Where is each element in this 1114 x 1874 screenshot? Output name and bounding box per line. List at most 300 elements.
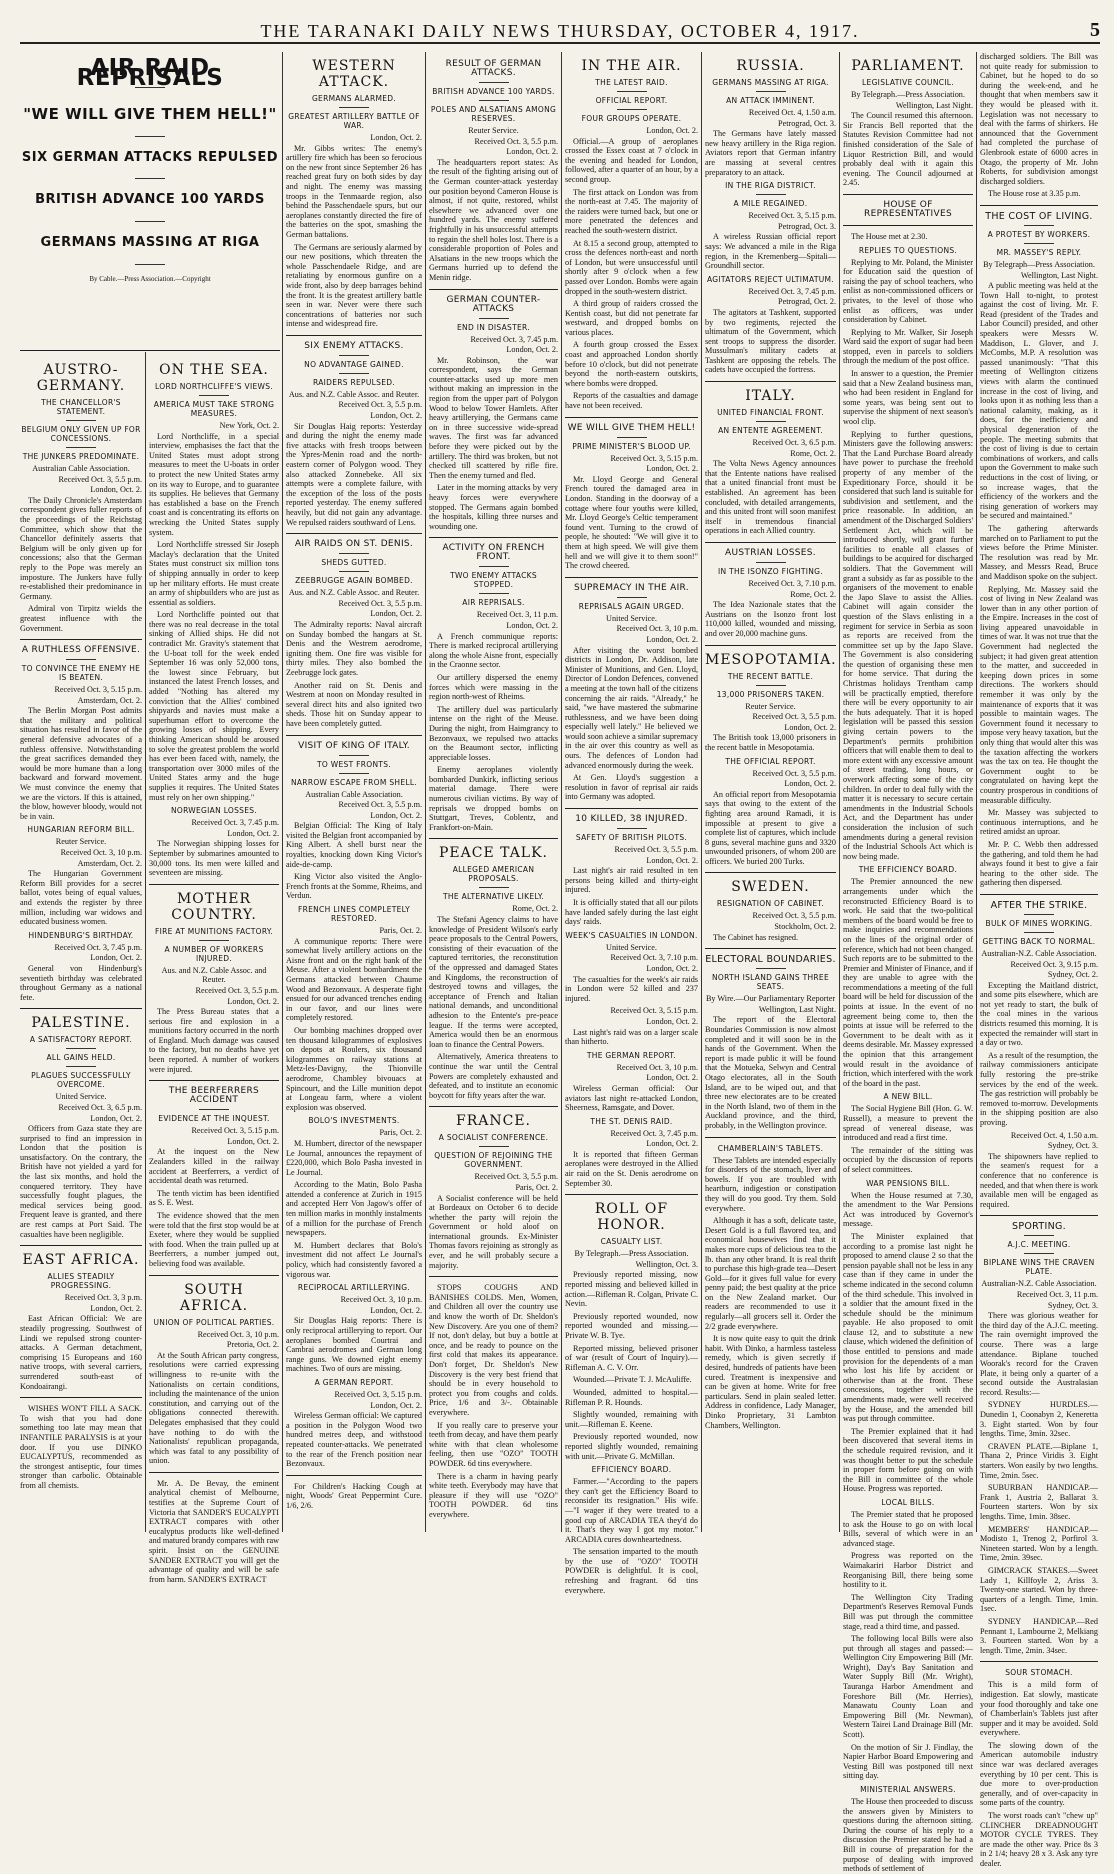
paragraph: General von Hindenburg's seventieth birthday was celebrated throughout Germany as a national fete. <box>20 963 142 1002</box>
source-line: Australian-N.Z. Cable Association. <box>981 948 1097 958</box>
lead-headlines <box>20 52 280 352</box>
paragraph: The House met at 2.30. <box>851 231 928 241</box>
paragraph: Wireless German official: We captured a position in the Polygon Wood two hundred metres deep, and withstood repeated counter-attacks. We penetrated to the rear of the French position near Bezonvaux. <box>286 1411 422 1469</box>
paragraph: The Volta News Agency announces that the Entente nations have realised that a united financial front must be established. An agreement has been concluded, with detailed arrangements, and this united front will soon manifest itself in tremendous financial operations in each Allied country. <box>705 459 836 536</box>
dateline: Received Oct. 4, 1.50 a.m. <box>748 108 836 117</box>
paragraph: The Council resumed this afternoon. Sir Francis Bell reported that the Statutes Revision Committee had not finished consideration of the Sale of Liquor Restriction Bill, and would probably deal with it again this evening. The Council adjourned at 2.45. <box>843 111 973 188</box>
dateline: London, Oct. 2. <box>646 634 698 644</box>
subhead: THE EFFICIENCY BOARD. <box>858 865 958 875</box>
dateline: Received Oct. 3, 5.5 p.m. <box>195 985 279 995</box>
dateline: Received Oct. 3, 5.5 p.m. <box>474 1172 558 1182</box>
dateline: London, Oct. 2. <box>784 779 836 789</box>
paragraph: Official.—A group of aeroplanes crossed the Essex coast at 7 o'clock in the evening and headed for London, followed, after a quarter of an hour, by a second group. <box>565 136 698 184</box>
subhead: RECIPROCAL ARTILLERYING. <box>297 1283 411 1293</box>
source-line: Reuter Service. <box>468 126 519 135</box>
paragraph: The tenth victim has been identified as S. E. West. <box>149 1188 279 1208</box>
column-rule <box>561 52 562 1532</box>
dateline: London, Oct. 2. <box>646 963 698 973</box>
subhead: IN THE RIGA DISTRICT. <box>725 181 816 191</box>
column-1a <box>20 356 142 1534</box>
paragraph: Last night's air raid resulted in ten persons being killed and thirty-eight injured. <box>565 866 698 895</box>
section-on-the-sea: ON THE SEA. <box>159 362 269 378</box>
dateline: Received Oct. 3, 10 p.m. <box>616 1062 698 1072</box>
advertisement: Farmer.—"According to the papers they can't get the Efficiency Board to reconsider its resignation." His wife.—"I wager if they were treated to a good cup of ARCADIA TEA they'd do it. That's they way I got my motor." ARCADIA cures downheartedness. <box>565 1477 698 1544</box>
source-line: By Telegraph.—Press Association. <box>574 1249 689 1259</box>
paragraph: Previously reported wounded, now reported slightly wounded, remaining with unit.—Private G. McMillan. <box>565 1432 698 1461</box>
dateline: London, Oct. 2. <box>90 953 142 963</box>
paragraph: It is reported that fifteen German aeroplanes were destroyed in the Allied air raid on the St. Denis aerodrome on September 30. <box>565 1149 698 1188</box>
paragraph: Our bombing machines dropped over ten thousand kilogrammes of explosives on depots at Roulers, six thousand kilogrammes on railway stations at Metz-les-Davigny, the Thionville aerodrome, Chambley bivouacs at Spincourt, and the Lille munition depot at Longeau farm, where a violent explosion was observed. <box>286 1025 422 1112</box>
section-western-attack: WESTERN ATTACK. <box>312 58 396 90</box>
subhead: BULK OF MINES WORKING. <box>985 918 1093 928</box>
dateline: Received Oct. 3, 7.45 p.m. <box>470 334 558 344</box>
column-rule <box>839 52 840 1532</box>
subhead: FIRE AT MUNITIONS FACTORY. <box>155 926 273 936</box>
paragraph: The Berlin Morgan Post admits that the military and political situation has resulted in favor of the general defensive advocates of a ruthless offensive. Notwithstanding the great sacrifices demanded they would be more humane than a long backward and forward movement. We must convince the enemy that we are the victors. If this is attained, the blow, however bloody, would not be in vain. <box>20 706 142 821</box>
subhead: 13,000 PRISONERS TAKEN. <box>716 689 825 699</box>
paragraph: The Daily Chronicle's Amsterdam correspondent gives fuller reports of the proceedings of the Reichstag Committee, which show that the Chancellor definitely asserts that Belgium will be only given up for concessions; also that the German reply to the Pope was merely an imposture. The Junkers have fully re-established their predominance in Germany. <box>20 495 142 601</box>
dateline: Petrograd, Oct. 2. <box>778 297 836 307</box>
dateline: Received Oct. 3, 7.45 p.m. <box>191 818 279 828</box>
race-result: GIMCRACK STAKES.—Sweet Lady 1, Killfoyle 2, Ariss 3. Twenty-one started. Won by three-quarters of a length. Time, 1min. 1sec. <box>980 1565 1098 1614</box>
column-3 <box>429 52 558 1534</box>
subhead: AN ATTACK IMMINENT. <box>726 96 815 105</box>
source-line: Aus. and N.Z. Cable Assoc. and Reuter. <box>161 965 267 985</box>
subhead: ALL GAINS HELD. <box>46 1053 116 1063</box>
paragraph: M. Humbert, director of the newspaper Le Journal, announces the repayment of £220,000, which Bolo Pasha invested in Le Journal. <box>286 1138 423 1177</box>
advertisement: The sensation imparted to the mouth by the use of "OZO" TOOTH POWDER is delightful. It is cool, refreshing and fragrant. 6d tins everywhere. <box>565 1547 698 1595</box>
paragraph: The Germans have lately massed new heavy artillery in the Riga region. Aviators report that German infantry are massing at several centres preparatory to an attack. <box>705 129 836 177</box>
section-palestine: PALESTINE. <box>31 1015 131 1032</box>
paragraph: Excepting the Maitland district, and some pits elsewhere, which are not yet ready to start, the bulk of the coal mines in the various districts resumed this morning. It is expected the remainder will start in a day or two. <box>980 980 1098 1048</box>
subhead: THE ST. DENIS RAID. <box>590 1116 673 1126</box>
subhead: NARROW ESCAPE FROM SHELL. <box>290 777 418 787</box>
section-six-enemy-attacks: SIX ENEMY ATTACKS. <box>304 340 404 351</box>
paragraph: The artillery duel was particularly intense on the right of the Meuse. During the night, from Haimgrancy to Bezonvaux, we repulsed two attacks on the Beaumont sector, inflicting appreciable losses. <box>429 704 558 762</box>
paragraph: Lord Northcliffe, in a special interview, emphasises the fact that the United States must adopt strong measures to meet the U-boats in order to protect the new United States army on its way to Europe, and to guarantee its supplies. He believes that Germany has established a base on the French coast and is concentrating its efforts on wrecking the United States supply system. <box>149 431 279 537</box>
dateline: Received Oct. 3, 10 p.m. <box>616 624 698 634</box>
paragraph: Lord Northcliffe stressed Sir Joseph Maclay's declaration that the United States must construct six million tons of shipping annually in order to keep up her military efforts. He must create an army of shipbuilders who are just as essential as soldiers. <box>149 540 279 607</box>
source-line: United Service. <box>606 613 657 623</box>
subhead: A NUMBER OF WORKERS INJURED. <box>164 944 264 963</box>
dateline: Received Oct. 3, 5.5 p.m. <box>58 474 142 484</box>
subhead: THE JUNKERS PREDOMINATE. <box>22 452 140 461</box>
subhead: WAR PENSIONS BILL. <box>866 1178 950 1188</box>
paragraph: Wounded.—Private T. J. McAuliffe. <box>573 1375 692 1385</box>
subhead: NORTH ISLAND GAINS THREE SEATS. <box>711 973 830 992</box>
subhead: CHAMBERLAIN'S TABLETS. <box>717 1143 824 1153</box>
advertisement: It is now quite easy to quit the drink habit. With Dinko, a harmless tasteless remedy, which is given secretly if desired, hundreds of patients have been cured. Treatment is inexpensive and can be given at home. Write for free particulars. Send in plain sealed letter. Address in confidence, Lady Manager, Dinko Proprietary, 31 Lambton Chambers, Wellington. <box>705 1334 836 1430</box>
dateline: London, Oct. 2. <box>646 1016 698 1026</box>
subhead: GERMANS ALARMED. <box>311 94 397 103</box>
subhead: HUNGARIAN REFORM BILL. <box>27 825 135 835</box>
dateline: London, Oct. 2. <box>646 464 698 474</box>
subhead: WEEK'S CASUALTIES IN LONDON. <box>565 930 698 940</box>
subhead: BRITISH ADVANCE 100 YARDS. <box>432 87 555 96</box>
dateline: Received Oct. 3, 11 p.m. <box>476 610 558 620</box>
paragraph: The Idea Nazionale states that the Austrians on the Isonzo front lost 110,000 killed, wounded and missing, and over 20,000 machine guns. <box>705 600 836 638</box>
column-rule <box>976 52 977 1532</box>
paragraph: The British took 13,000 prisoners in the recent battle in Mesopotamia. <box>705 733 836 752</box>
dateline: London, Oct. 2. <box>370 133 422 142</box>
column-5 <box>705 52 836 1534</box>
subhead: ALLIES STEADILY PROGRESSING. <box>47 1272 115 1291</box>
section-ten-killed: 10 KILLED, 38 INJURED. <box>575 814 688 825</box>
source-line: Australian Cable Association. <box>32 464 130 473</box>
dateline: Sydney, Oct. 3. <box>1047 1141 1098 1151</box>
subhead: GREATEST ARTILLERY BATTLE OF WAR. <box>288 112 420 130</box>
paragraph: The Norwegian shipping losses for September by submarines amounted to 30,000 tons. Its men were killed and seventeen are missing. <box>149 839 279 878</box>
dateline: Received Oct. 3, 10 p.m. <box>340 1295 422 1305</box>
paragraph: A communique reports: There were somewhat lively artillery actions on the Aisne front and on the right bank of the Meuse. After a violent bombardment the Germans attacked between Chaume Wood and Bezonvaux. A desperate fight ensued for our advanced trenches ending in our favor, and our lines were completely restored. <box>286 936 422 1023</box>
dateline: Paris, Oct. 2. <box>379 926 422 936</box>
advertisement: Mr. A. De Bevay, the eminent analytical chemist of Melbourne, testifies at the Supreme Court of Victoria that SANDER'S EUCALYPTI EXTRACT compares with other eucalyptus products like well-defined and matured brandy compares with raw spirit. Insist on the GENUINE SANDER EXTRACT you will get the advantage of quality and will be safe from harm. SANDER'S EXTRACT <box>149 1478 279 1584</box>
headline-air-raid-reprisals: AIR RAID REPRISALS <box>76 55 224 91</box>
subhead: SHEDS GUTTED. <box>321 558 387 568</box>
paragraph: At the South African party congress, resolutions were carried expressing willingness to re-unite with the Nationalists on certain conditions, including the maintenance of the union constitution, and carrying out of the obligations connected therewith. Delegates emphasised that they could have nothing to do with the Nationalists' republican propaganda, which was fatal to any possibility of union. <box>149 1350 279 1466</box>
paragraph: Another raid on St. Denis and Westrem at noon on Monday resulted in several direct hits and also ignited two sheds. Those hit on Sunday appear to have been completely gutted. <box>286 680 422 728</box>
dateline: London, Oct. 2. <box>646 126 698 135</box>
source-line: By Telegraph—Press Association. <box>983 259 1095 269</box>
dateline: Received Oct. 3, 5.15 p.m. <box>334 1389 422 1399</box>
paragraph: A third group of raiders crossed the Kentish coast, but did not penetrate far westward, and dropped bombs on various places. <box>565 299 698 337</box>
section-give-them-hell: WE WILL GIVE THEM HELL! <box>567 422 696 433</box>
masthead-title: THE TARANAKI DAILY NEWS THURSDAY, OCTOBER 4, 1917. <box>260 21 860 41</box>
section-king-of-italy: VISIT OF KING OF ITALY. <box>298 740 410 751</box>
paragraph: Lord Northcliffe pointed out that there was no real decrease in the total sinking of Allied ships. He did not contradict Mr. Gravity's statement that the U-boat toll for the week ended September 16 was only 52,000 tons, the lowest since February, but instanced the latest French losses, and added "Nothing has altered my conviction that the Allies' combined shipyards and navies must make a superhuman effort to overcome the growing losses of shipping. Every thinking American should be aroused to solve the greatest problem the world has ever been faced with, namely, the transportation over 3000 miles of the United States army and the huge supplies it requires. The United States must rely on her own shipping." <box>149 610 279 802</box>
dateline: Rome, Oct. 2. <box>512 904 558 914</box>
subhead: RAIDERS REPULSED. <box>312 377 396 387</box>
subhead: UNION OF POLITICAL PARTIES. <box>153 1317 275 1327</box>
subhead: THE LATEST RAID. <box>595 78 668 87</box>
byline: By Cable.—Press Association.—Copyright <box>89 274 211 283</box>
paragraph: It is officially stated that all our pilots have landed safely during the last eight days' raids. <box>565 898 698 927</box>
subhead: LOCAL BILLS. <box>881 1497 935 1507</box>
dateline: London, Oct. 2. <box>90 485 142 495</box>
paragraph: Admiral von Tirpitz wields the greatest influence with the Government. <box>20 604 142 633</box>
dateline: Received Oct. 3, 10 p.m. <box>197 1329 279 1339</box>
section-roll-of-honor: ROLL OF HONOR. <box>594 1201 669 1234</box>
paragraph: The gathering afterwards marched on to Parliament to put the views before the Prime Minister. The resolution was read by Mr. Massey, and Messrs Read, Bruce and Maddison spoke on the subject. <box>980 523 1098 581</box>
column-rule <box>425 52 426 1532</box>
paragraph: As a result of the resumption, the railway commissioners anticipate fully restoring the pre-strike services by the end of the week. The gas restriction will probably be removed to-morrow. Developments in the shipping position are also proving. <box>980 1050 1098 1127</box>
column-rule <box>701 52 702 1532</box>
subhead: QUESTION OF REJOINING THE GOVERNMENT. <box>434 1151 553 1170</box>
paragraph: The House then proceeded to discuss the answers given by Ministers to questions during the afternoon sitting. During the course of his reply to a discussion the Premier stated he had a Bill in course of preparation for the purpose of dealing with improved methods of settlement of <box>843 1797 973 1874</box>
dateline: Pretoria, Oct. 2. <box>226 1340 279 1350</box>
paragraph: The Premier stated that he proposed to ask the House to go on with local Bills, several of which were in an advanced stage. <box>843 1509 973 1548</box>
dateline: Received Oct. 3, 5.5 p.m. <box>474 136 558 146</box>
dateline: London, Oct. 2. <box>90 1113 142 1123</box>
section-cost-of-living: THE COST OF LIVING. <box>985 210 1093 222</box>
advertisement: There is a charm in having pearly white teeth. Everybody may have that pleasure if they will use "OZO" TOOTH POWDER. 6d tins everywhere. <box>429 1471 558 1519</box>
subhead: GETTING BACK TO NORMAL. <box>982 936 1096 946</box>
headline-give-them-hell: "WE WILL GIVE THEM HELL!" <box>23 105 277 124</box>
subhead: AN ENTENTE AGREEMENT. <box>718 426 823 436</box>
dateline: London, Oct. 2. <box>370 810 422 820</box>
dateline: Sydney, Oct. 3. <box>1047 1300 1098 1310</box>
paragraph: A Socialist conference will be held at Bordeaux on October 6 to decide whether the party will rejoin the Government or hold aloof on international grounds. Ex-Minister Thomas favors rejoining as strongly as ever, and he will probably secure a majority. <box>429 1193 558 1270</box>
paragraph: The Cabinet has resigned. <box>713 932 799 942</box>
advertisement: This is a mild form of indigestion. Eat slowly, masticate your food thoroughly and take one of Chamberlain's Tablets just after supper and it may be avoided. Sold everywhere. <box>980 1680 1098 1738</box>
dateline: Wellington, Last Night. <box>1020 270 1098 280</box>
paragraph: King Victor also visited the Anglo-French fronts at the Somme, Rheims, and Verdun. <box>286 872 422 901</box>
dateline: London, Oct. 2. <box>646 855 698 865</box>
subhead: MR. MASSEY'S REPLY. <box>996 247 1082 257</box>
subhead: PRIME MINISTER'S BLOOD UP. <box>572 441 691 451</box>
paragraph: The evidence showed that the men were told that the first stop would be at Exeter, where they would be supplied with food. When the train pulled up at Beerferrers, a number jumped out, believing food was available. <box>149 1211 279 1268</box>
paragraph: There was glorious weather for the third day of the A.J.C. meeting. The rain overnight improved the course. There was a large attendance. Biplane touched Woorak's record for the Craven Plate, it being only a quarter of a second outside the Australasian record. Results:— <box>980 1311 1098 1397</box>
section-electoral-boundaries: ELECTORAL BOUNDARIES. <box>705 954 836 966</box>
dateline: Rome, Oct. 2. <box>790 589 836 599</box>
source-line: Reuter Service. <box>55 837 107 847</box>
paragraph: Enemy aeroplanes violently bombarded Dunkirk, inflicting serious material damage. There were numerous civilian victims. By way of reprisals we dropped bombs on Stuttgart, Treves, Coblentz, and Frankfort-on-Main. <box>429 765 558 832</box>
dateline: Received Oct. 3, 6.5 p.m. <box>752 438 836 448</box>
subhead: AIR REPRISALS. <box>462 598 525 608</box>
race-result: MEMBERS' HANDICAP.—Modisto 1, Trenog 2, Porfirol 3. Nineteen started. Won by a length. Time, 2min. 39sec. <box>980 1524 1098 1563</box>
dateline: Received Oct. 3, 5.5 p.m. <box>338 800 422 810</box>
dateline: Received Oct. 3, 7.45 p.m. <box>610 1128 698 1138</box>
paragraph: Mr. Gibbs writes: The enemy's artillery fire which has been so ferocious on the new front since September 26 has reached great fury on both sides by day and night. The enemy was massing troops in the Tenmaarde region, also behind the Passchendaele spurs, but our aeroplanes constantly directed the fire of the batteries on the spot, smashing the German battalions. <box>286 143 422 239</box>
paragraph: The Hungarian Government Reform Bill provides for a secret ballot, votes being of equal values, and extends the register by three million, including war widows and educated business women. <box>20 869 142 927</box>
paragraph: Mr. P. C. Webb then addressed the gathering, and told them he had always found it best to give a fair hearing to the other side. The gathering then dispersed. <box>980 839 1098 888</box>
paragraph: The shipowners have replied to the seamen's request for a conference that no conference is needed, and that when there is work available men will be engaged as required. <box>980 1151 1098 1209</box>
paragraph: discharged soldiers. The Bill was not quite ready for submission to Cabinet, but he hoped to do so during the week-end, and he thought that when members saw it they would be pleased with it. Legislation was not necessary to deal with the farms of shirkers. He announced that the Government had completed the purchase of Glenbrook estate of 6000 acres in Otago, the property of Mr. John Roberts, for subdivision amongst discharged soldiers. <box>980 52 1098 186</box>
advertisement: WISHES WON'T FILL A SACK. To wish that you had done something too late may mean that INFANTILE PARALYSIS is at your door. If you use DINKO EUCALYPTUS, recommended as the strongest antiseptic, four times stronger than carbolic. Obtainable from all chemists. <box>20 1404 142 1490</box>
dateline: Received Oct. 3, 5.5 p.m. <box>338 598 422 608</box>
dateline: London, Oct. 2. <box>506 147 558 157</box>
dateline: Wellington, Last Night. <box>758 1004 836 1014</box>
subhead: RESIGNATION OF CABINET. <box>716 899 825 909</box>
section-italy: ITALY. <box>745 388 796 405</box>
subhead: OFFICIAL REPORT. <box>595 96 668 105</box>
paragraph: When the House resumed at 7.30, the amendment to the War Pensions Act was introduced by Governor's message. <box>843 1190 973 1229</box>
headline-germans-riga: GERMANS MASSING AT RIGA <box>40 234 260 250</box>
race-result: SYDNEY HANDICAP.—Red Pennant 1, Lambourne 2, Melkiang 3. Fourteen started. Won by a length. Time, 2min. 34sec. <box>980 1616 1098 1655</box>
paragraph: Wireless German official: Our aviators last night re-attacked London, Sheerness, Ramsgate, and Dover. <box>565 1083 698 1113</box>
advertisement: For Children's Hacking Cough at night, Woods' Great Peppermint Cure. 1/6, 2/6. <box>286 1481 422 1510</box>
dateline: Received Oct. 3, 5.15 p.m. <box>54 685 142 695</box>
dateline: New York, Oct. 2. <box>219 421 279 430</box>
section-peace-talk: PEACE TALK. <box>438 845 549 862</box>
paragraph: Replying, Mr. Massey said the cost of living in New Zealand was lower than in any other portion of the Empire. Increases in the cost of living appeared unavoidable in times of war. It was not true that the Government had neglected the subject; it had given great attention to the matter, and succeeded in keeping down prices in some directions. The workers should remember it was only by the maintenance of exports that it was possible to maintain wages. The Government found it necessary to impose very heavy taxation, but the only thing that would alter this was the taxation affecting the workers was the tax on tea. He thought the Government ought to be congratulated on having kept the country prosperous in conditions of measurable difficulty. <box>980 584 1099 805</box>
paragraph: The Premier announced the new arrangements under which the reconstructed Efficiency Board is to work. He said that the two-political members of the board would be free to make inquiries and recommendations on the lines of the original order of reference, which had not been changed. Such reports are to be submitted to the Premier and Minister of Finance, and if they are unable to agree with the recommendations a meeting of the full board will be held for discussion of the points at issue. In the event of no agreement being come to, then the points at issue will be referred to the Government to be dealt with as it deems desirable. Mr. Massey expressed the opinion that this arrangement would result in the avoidance of friction, which interfered with the work of the board in the past. <box>843 877 973 1088</box>
section-german-counter-attacks: GERMAN COUNTER-ATTACKS <box>446 294 541 314</box>
dateline: Petrograd, Oct. 3. <box>778 118 836 128</box>
section-austro-germany: AUSTRO-GERMANY. <box>36 362 126 394</box>
subhead: SAFETY OF BRITISH PILOTS. <box>575 833 688 843</box>
paragraph: Our artillery dispersed the enemy forces which were massing in the region north-west of Rheims. <box>429 672 558 702</box>
paragraph: A French communique reports: There is marked reciprocal artillerying along the whole Aisne front, especially in the Craonne sector. <box>429 631 558 670</box>
dateline: Received Oct. 3, 11 p.m. <box>1016 1289 1098 1299</box>
dateline: Paris, Oct. 2. <box>515 1182 558 1192</box>
paragraph: An official report from Mesopotamia says that owing to the extent of the fighting area around Ramadi, it is impossible at present to give a complete list of captures, which include 8 guns, several machine guns and 3320 unwounded prisoners, of whom 200 are officers. We buried 200 Turks. <box>705 789 836 866</box>
section-in-the-air: IN THE AIR. <box>581 58 682 74</box>
section-mother-country: MOTHER COUNTRY. <box>171 890 257 923</box>
section-beerferrers-accident: THE BEERFERRERS ACCIDENT <box>168 1086 260 1106</box>
paragraph: In answer to a question, the Premier said that a New Zealand business man, who had been resident in England for some years, was being sent out to supervise the shipment of next season's wool clip. <box>843 369 973 427</box>
subhead: FOUR GROUPS OPERATE. <box>581 114 682 123</box>
subhead: NO ADVANTAGE GAINED. <box>304 359 404 369</box>
advertisement: The worst roads can't "chew up" CLINCHER DREADNOUGHT MOTOR CYCLE TYRES. They are made the other way. Price 8s 3 in 2 1/4; heavy 28 x 3. Ask any tyre dealer. <box>980 1811 1098 1868</box>
dateline: London, Oct. 2. <box>784 722 836 732</box>
column-7 <box>980 52 1099 1868</box>
dateline: Received Oct. 3, 5.15 p.m. <box>610 1006 698 1016</box>
paragraph: On the motion of Sir J. Findlay, the Napier Harbor Board Empowering and Vesting Bill was postponed till next sitting day. <box>843 1742 973 1781</box>
subhead: EVIDENCE AT THE INQUEST. <box>158 1114 270 1124</box>
paragraph: Replying to further questions, Ministers gave the following answers: That the Land Purchase Board already have power to purchase the freehold property of any member of the Expeditionary Force, should it be considered that such land is suitable for subdivision and settlement, and the price reasonable. In addition, an amendment of the Discharged Soldiers' Settlement Act, which will be introduced shortly, will grant further facilities to enable all classes of buildings to be acquired for discharged soldiers. That the Government will grant a subsidy as far as possible to the organisers of the movement to enable the Japo Slave to assist the Allies. Cabinet will again consider the question of the Slavs enlisting in a regiment for service in Serbia as soon as reports are received from the committee set up by the Japo Slave. The Government is also considering the question of organising these men for home service. That during the Christmas holidays Trentham camp will be practically emptied, therefore there will be every opportunity to air the huts adequately. That it is hoped legislation will be passed this session giving certain powers to the Department's permits prohibition officers that will enable them to deal to more extent with any excessive amount of street trading, long hours, or overwork affecting some of the city children. In order to deal fully with the matter it is necessary to secure certain amendments in the Industrial Schools Act, and the Department has under consideration the inclusion of such amendments during a general revision of the Industrial Schools Act which is now being made. <box>843 429 973 861</box>
subhead: END IN DISASTER. <box>457 322 530 332</box>
paragraph: The Minister explained that according to a promise last night he proposed to amend clause 2 so that the pension payable shall not be less in any case than if they came in under the scheme indicated in the second column of the third schedule. This involved in a soldier that the amount fixed in the schedule should be the minimum payable. He also proposed to omit clause 12, and to substitute a new clause, which widened the definition of those entitled to pensions and made provision for the dependents of a man who lost his life by accident or otherwise than at the front. These concessions, together with the amendments made, were well received by the House, and the amended bill was put through committee. <box>843 1231 973 1424</box>
section-after-the-strike: AFTER THE STRIKE. <box>990 899 1088 911</box>
source-line: Australian Cable Association. <box>305 789 403 799</box>
dateline: London, Oct. 2. <box>227 996 279 1006</box>
section-house-of-representatives: HOUSE OF REPRESENTATIVES <box>864 199 952 219</box>
paragraph: A public meeting was held at the Town Hall to-night, to protest against the cost of living. Mr. F. Read (president of the Trades and Labor Council) presided, and other speakers were Messrs W. Maddison, L. Glover, and J. McCombs, M.P. A resolution was passed unanimously: "That this meeting of Wellington citizens views with alarm the continued increase in the cost of living, and looks upon it as nothing less than a national calamity, making, as it does, for the inefficiency and physical degeneration of the people. The meeting submits that the cost of living is due to certain combinations of workers, and calls upon the Government to make such reductions in the cost of living, or so increase wages, that the efficiency of the workers and the rising generation of workers may be secured and maintained." <box>980 281 1098 521</box>
subhead: TO WEST FRONTS. <box>316 759 391 769</box>
subhead: LEGISLATIVE COUNCIL. <box>862 78 954 87</box>
paragraph: Sir Douglas Haig reports: Yesterday and during the night the enemy made five attacks with fresh troops between the Ypres-Menin road and the north-eastern corner of Polygon wood. They also attacked Zonnebeke. All six attempts were a complete failure, with the exception of the loss of the posts reported yesterday. The enemy suffered heavily, but did not gain any advantage. We repulsed raiders southward of Lens. <box>286 421 422 527</box>
paragraph: Reports of the casualties and damage have not been received. <box>565 391 698 411</box>
subhead: TWO ENEMY ATTACKS STOPPED. <box>450 571 537 590</box>
paragraph: The Premier explained that it had been discovered that several items in the schedule required revision, and it was thought better to put the schedule in proper form before going on with the Bill in committee of the whole House. Progress was reported. <box>843 1426 973 1494</box>
paragraph: Replying to Mr. Walker, Sir Joseph Ward said the export of sugar had been stopped, even in parcels to soldiers through the medium of the post office. <box>843 327 973 366</box>
advertisement: These Tablets are intended especially for disorders of the stomach, liver and bowels. If you are troubled with heartburn, indigestion or constipation they will do you good. Try them. Sold everywhere. <box>705 1155 836 1213</box>
paragraph: The report of the Electoral Boundaries Commission is now almost completed and it will soon be in the hands of the Government. When the report is made public it will be found that the Motueka, Selwyn and Central Otago electorates, all in the South Island, are to be wiped out, and that three new electorates are to be created in the North Island, two of them in the Auckland province, and the third, probably, in the Wellington province. <box>705 1015 836 1130</box>
source-line: Reuter Service. <box>745 701 796 711</box>
race-result: SUBURBAN HANDICAP.—Frank 1, Austria 2, Ballarat 3. Fourteen starters. Won by six lengths. Time, 1min. 38sec. <box>980 1483 1098 1521</box>
section-france: FRANCE. <box>456 1113 531 1130</box>
dateline: Received Oct. 3, 5.5 p.m. <box>752 712 836 722</box>
dateline: Received Oct. 4, 1.50 a.m. <box>1010 1130 1098 1140</box>
dateline: Petrograd, Oct. 3. <box>778 221 836 231</box>
race-result: CRAVEN PLATE.—Biplane 1, Thana 2, Prince Viridis 3. Eight starters. Won easily by two lengths. Time, 2min. 5sec. <box>980 1441 1098 1480</box>
subhead: AMERICA MUST TAKE STRONG MEASURES. <box>153 400 275 418</box>
paragraph: Previously reported wounded, now reported wounded and missing.—Private W. B. Tye. <box>565 1311 698 1340</box>
source-line: By Wire.—Our Parliamentary Reporter <box>705 994 836 1004</box>
paragraph: At Gen. Lloyd's suggestion a resolution in favor of reprisal air raids into Germany was adopted. <box>565 773 698 802</box>
paragraph: Mr. Lloyd George and General French toured the damaged area in London. Standing in the doorway of a cottage where four youths were killed, Mr. Lloyd George's Celtic temperament found vent. Turning to the crowd of people, he shouted: "We will give it to them at high speed. We will give them hell and we will give it to them soon!" The crowd cheered. <box>565 474 698 571</box>
paragraph: A wireless Russian official report says: We advanced a mile in the Riga region, in the Kremenberg—Spitali—Groundhill sector. <box>705 232 836 271</box>
paragraph: Alternatively, America threatens to continue the war until the Central Powers are completely exhausted and defeated, and to institute an economic boycott for fifty years after the war. <box>429 1052 558 1100</box>
subhead: UNITED FINANCIAL FRONT. <box>717 408 824 418</box>
advertisement: STOPS COUGHS AND BANISHES COLDS. Men, Women, and Children all over the country use and know the worth of Dr. Sheldon's New Discovery. Are you one of them? If not, don't delay, but buy a bottle at once, and be ready to pounce on the first cold that makes its appearance. Don't forget, Dr. Sheldon's New Discovery is the very best friend that should be in every household to protect you from coughs and colds. Price, 1/6 and 3/-. Obtainable everywhere. <box>429 1283 558 1417</box>
dateline: Received Oct. 3, 7.45 p.m. <box>748 286 836 296</box>
dateline: Received Oct. 3, 5.5 p.m. <box>752 911 836 921</box>
dateline: London, Oct. 2. <box>506 345 558 355</box>
paragraph: Belgian Official: The King of Italy visited the Belgian front accompanied by King Albert. A shell burst near the royalties, knocking down King Victor's aide-de-camp. <box>286 821 422 869</box>
subhead: MINISTERIAL ANSWERS. <box>860 1785 956 1794</box>
column-rule <box>145 352 146 1532</box>
subhead: REPRISALS AGAIN URGED. <box>578 601 685 611</box>
column-rule <box>282 52 283 1532</box>
section-air-raids-st-denis: AIR RAIDS ON ST. DENIS. <box>294 539 414 550</box>
dateline: Received Oct. 3, 10 p.m. <box>60 848 142 857</box>
source-line: Aus. and N.Z. Cable Assoc. and Reuter. <box>288 389 420 399</box>
section-supremacy-air: SUPREMACY IN THE AIR. <box>574 582 689 593</box>
paragraph: The Social Hygiene Bill (Hon. G. W. Russell), a measure to prevent the spread of venereal disease, was introduced and read a first time. <box>843 1104 973 1143</box>
subhead: EFFICIENCY BOARD. <box>591 1465 672 1475</box>
dateline: Received Oct. 3, 5.5 p.m. <box>338 400 422 410</box>
masthead <box>20 16 1100 44</box>
subhead: CASUALTY LIST. <box>600 1237 663 1247</box>
paragraph: Progress was reported on the Waimakariri Harbor District and Reorganising Bill, there being some hostility to it. <box>843 1551 973 1590</box>
paragraph: The Stefani Agency claims to have knowledge of President Wilson's early peace proposals to the Central Powers, consisting of their evacuation of the captured territories, the reconstitution of the oppressed and damaged States and Kingdoms, the reconstruction of destroyed towns and villages, the acceptance of French and Italian national demands, and unconditional adhesion to the Entente's pre-peace league. If the terms were accepted, America would then be an enormous loan to finance the Central Powers. <box>429 915 558 1049</box>
paragraph: East African Official: We are steadily progressing. Southwest of Lindi we repulsed strong counter-attacks. A German detachment, comprising 15 Europeans and 160 native troops, with several carriers, surrendered south-east of Kondoairangi. <box>20 1314 142 1391</box>
column-2 <box>286 52 422 1534</box>
paragraph: Previously reported missing, now reported missing and believed killed in action.—Rifleman R. Colgan, Private C. Nevin. <box>565 1270 698 1309</box>
paragraph: The following local Bills were also put through all stages and passed:—Wellington City Empowering Bill (Mr. Wright), Day's Bay Sanitation and Water Supply Bill (Mr. Wright), Tauranga Harbor Amendment and Foreshore Bill (Mr. Herries), Manawatu County Loan and Empowering Bill (Mr. Newman), Western Tairei Land Drainage Bill (Mr. Scott). <box>843 1634 973 1740</box>
dateline: London, Oct. 2. <box>370 1400 422 1410</box>
dateline: Rome, Oct. 2. <box>790 448 836 458</box>
column-1b <box>149 356 279 1584</box>
dateline: London, Oct. 2. <box>90 1303 142 1313</box>
dateline: London, Oct. 2. <box>506 620 558 630</box>
paragraph: Slightly wounded, remaining with unit.—Rifleman E. Keene. <box>565 1410 698 1429</box>
subhead: HINDENBURG'S BIRTHDAY. <box>28 930 134 940</box>
subhead: PLAGUES SUCCESSFULLY OVERCOME. <box>31 1071 131 1090</box>
dateline: London, Oct. 2. <box>370 411 422 421</box>
paragraph: A fourth group crossed the Essex coast and approached London shortly before 10 o'clock, but did not penetrate beyond the north-eastern outskirts, where bombs were dropped. <box>565 340 698 388</box>
dateline: Received Oct. 3, 7.10 p.m. <box>610 953 698 963</box>
paragraph: The agitators at Tashkent, supported by two regiments, rejected the ultimatum of the Government, which sent troops to suppress the disorder. Mussulman's military cadets at Tashkent are opposing the rebels. The cadets have occupied the fortress. <box>705 307 836 375</box>
dateline: Stockholm, Oct. 2. <box>774 922 836 932</box>
paragraph: According to the Matin, Bolo Pasha attended a conference at Zurich in 1915 and accepted Herr Von Jagow's offer of ten million marks in monthly instalments of a million for the purchase of French newspapers. <box>286 1180 422 1238</box>
dateline: London, Oct. 2. <box>227 1136 279 1146</box>
paragraph: The Admiralty reports: Naval aircraft on Sunday bombed the hangars at St. Denis and the Westrem aerodrome, igniting them. One fire was visible for thirty miles. They also bombed the Zeebrugge lock gates. <box>286 619 422 677</box>
subhead: A NEW BILL. <box>883 1092 933 1102</box>
subhead: BELGIUM ONLY GIVEN UP FOR CONCESSIONS. <box>21 425 141 443</box>
headline-six-attacks: SIX GERMAN ATTACKS REPULSED <box>21 149 279 165</box>
dateline: Amsterdam, Oct. 2. <box>77 695 142 705</box>
dateline: Paris, Oct. 2. <box>379 1128 422 1138</box>
subhead: A.J.C. MEETING. <box>1007 1240 1071 1250</box>
column-4 <box>565 52 699 1595</box>
paragraph: Wounded, admitted to hospital.—Rifleman P. R. Hounds. <box>565 1387 698 1407</box>
paragraph: Later in the morning attacks by very heavy forces were everywhere stopped. The Germans again bombed the hospitals, killing three nurses and wounding one. <box>429 483 558 531</box>
section-result-german-attacks: RESULT OF GERMAN ATTACKS. <box>445 59 542 78</box>
paragraph: Last night's raid was on a larger scale than hitherto. <box>565 1027 698 1047</box>
source-line: United Service. <box>55 1092 107 1102</box>
paragraph: Mr. Robinson, the war correspondent, says the German counter-attacks used up more men without making an impression in the region from the upper part of Polygon Wood to below Tower Hamlets. After heavy artillerying, the Germans came on in three successive wide-spread waves. The first was far advanced before they were picked out by the artillery. The third was broken, but not checked till scattered by rifle fire. Then the enemy turned and fled. <box>429 355 558 480</box>
divider <box>20 350 280 351</box>
subhead: POLES AND ALSATIANS AMONG RESERVES. <box>430 105 557 123</box>
section-russia: RUSSIA. <box>736 58 805 74</box>
subhead: A GERMAN REPORT. <box>314 1377 394 1387</box>
dateline: Received Oct. 3, 5.5 p.m. <box>752 768 836 778</box>
subhead: A MILE REGAINED. <box>733 199 808 209</box>
paragraph: At 8.15 a second group, attempted to cross the defences north-east and north of London, but were unsuccessful until shortly after 9 o'clock when a few passed over London. Bombs were again dropped in the south-western district. <box>565 238 698 296</box>
subhead: IN THE ISONZO FIGHTING. <box>718 567 823 576</box>
subhead: AGITATORS REJECT ULTIMATUM. <box>707 274 834 284</box>
section-french-front: ACTIVITY ON FRENCH FRONT. <box>442 543 545 563</box>
subhead: GERMANS MASSING AT RIGA. <box>712 78 829 87</box>
dateline: Received Oct. 3, 9.15 p.m. <box>1010 959 1098 969</box>
paragraph: The casualties for the week's air raids in London were 52 killed and 237 injured. <box>565 974 698 1003</box>
subhead: THE ALTERNATIVE LIKELY. <box>443 892 544 902</box>
paragraph: At the inquest on the New Zealanders killed in the railway accident at Beerferrers, a verdict of accidental death was returned. <box>149 1147 279 1186</box>
subhead: THE CHANCELLOR'S STATEMENT. <box>41 398 121 416</box>
subhead: ALLEGED AMERICAN PROPOSALS. <box>452 865 535 884</box>
paragraph: After visiting the worst bombed districts in London, Dr. Addison, late Minister of Munitions, and Gen. Lloyd, Director of London Defences, convened a meeting at the town hall of the citizens concerning the air raids. "Already," he said, "we have mastered the submarine ruthlessness, and we have been doing especially well lately." He believed we would soon achieve a similar supremacy in the air over this country as well as ours. The defences of London had advanced enormously during the week. <box>565 645 699 770</box>
subhead: FRENCH LINES COMPLETELY RESTORED. <box>297 905 411 924</box>
subhead: THE OFFICIAL REPORT. <box>725 756 816 766</box>
headline-british-advance: BRITISH ADVANCE 100 YARDS <box>35 192 265 208</box>
advertisement: Although it has a soft, delicate taste, Desert Gold is a full flavored tea, and economical housewives find that it makes more cups of delicious tea to the lb. than any other brand. It is real thrift to purchase this high-grade tea—Desert Gold—for it gives full value for every penny paid; the best quality at the price on the New Zealand market. Our readers are recommended to use it regularly—all grocers sell it. Order the 2/2 grade everywhere. <box>705 1216 836 1331</box>
dateline: Received Oct. 3, 5.15 p.m. <box>610 453 698 463</box>
dateline: London, Oct. 2. <box>646 1139 698 1149</box>
source-line: Aus. and N.Z. Cable Assoc. and Reuter. <box>288 588 420 598</box>
